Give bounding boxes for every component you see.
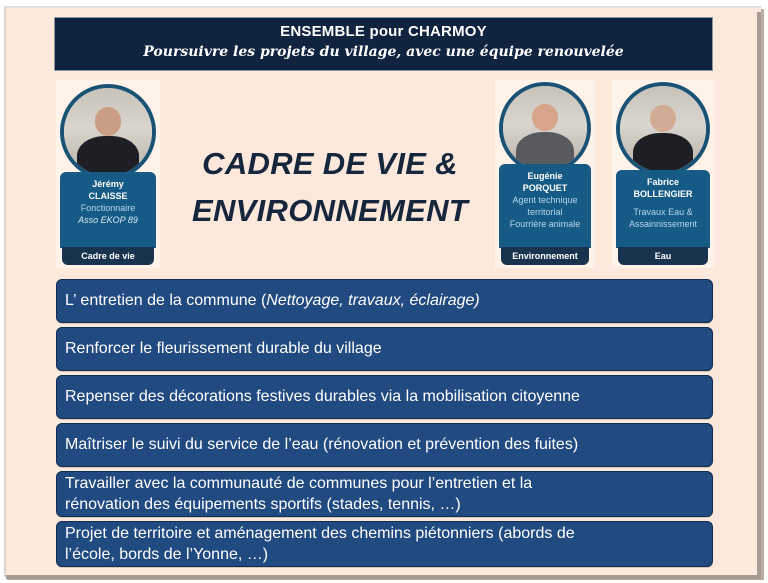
section-title: [170, 140, 490, 234]
program-item: [56, 471, 713, 517]
person-card-porquet: [495, 80, 595, 268]
person-last-name: CLAISSE: [88, 191, 128, 201]
person-tag: Environnement: [501, 247, 589, 265]
program-item: [56, 375, 713, 419]
frame-shadow-right: [757, 12, 761, 577]
frame-shadow-bottom: [6, 575, 761, 579]
program-item: [56, 521, 713, 567]
person-info: [616, 170, 710, 248]
portrait-photo: [616, 82, 710, 176]
program-item-text: L’ entretien de la commune (: [65, 292, 267, 309]
person-role-line: Agent technique: [512, 195, 578, 205]
section-title-line2: ENVIRONNEMENT: [191, 193, 469, 228]
person-role-line: Fourrière animale: [509, 219, 581, 229]
program-item-line1: Travailler avec la communauté de communes pour l’entretien et la: [65, 475, 533, 492]
person-card-claisse: [56, 80, 160, 268]
program-list: [56, 279, 713, 571]
person-tag: Cadre de vie: [62, 247, 154, 265]
program-item-line1: Projet de territoire et aménagement des chemins piétonniers (abords de: [65, 525, 575, 542]
person-role-line: Assainnissement: [628, 219, 698, 229]
header-banner: [54, 17, 713, 71]
header-title: ENSEMBLE pour CHARMOY: [280, 23, 487, 40]
program-item: [56, 423, 713, 467]
program-item-text: Repenser des décorations festives durables via la mobilisation citoyenne: [65, 388, 580, 405]
person-first-name: Jérémy: [92, 179, 124, 189]
program-item-text: Maîtriser le suivi du service de l’eau (rénovation et prévention des fuites): [65, 436, 579, 453]
program-item-line2: rénovation des équipements sportifs (stades, tennis, …): [65, 496, 461, 513]
program-item: [56, 327, 713, 371]
person-association: Asso EKOP 89: [78, 215, 138, 225]
section-title-line1: CADRE DE VIE &: [202, 146, 458, 181]
person-tag: Eau: [618, 247, 708, 265]
person-first-name: Eugénie: [527, 171, 563, 181]
person-card-bollengier: [612, 80, 714, 268]
portrait-photo: [499, 82, 591, 174]
person-last-name: PORQUET: [522, 183, 568, 193]
header-subtitle: Poursuivre les projets du village, avec une équipe renouvelée: [143, 44, 624, 60]
person-role-line: Travaux Eau &: [633, 207, 693, 217]
program-item-line2: l’école, bords de l’Yonne, …): [65, 546, 269, 563]
person-first-name: Fabrice: [646, 177, 679, 187]
person-role-line: territorial: [527, 207, 563, 217]
person-last-name: BOLLENGIER: [633, 189, 693, 199]
program-item-italic: Nettoyage, travaux, éclairage): [266, 292, 480, 309]
program-item: [56, 279, 713, 323]
portrait-photo: [60, 84, 156, 180]
program-item-text: Renforcer le fleurissement durable du village: [65, 340, 382, 357]
person-info: [60, 172, 156, 248]
person-info: [499, 164, 591, 248]
person-role: Fonctionnaire: [80, 203, 136, 213]
